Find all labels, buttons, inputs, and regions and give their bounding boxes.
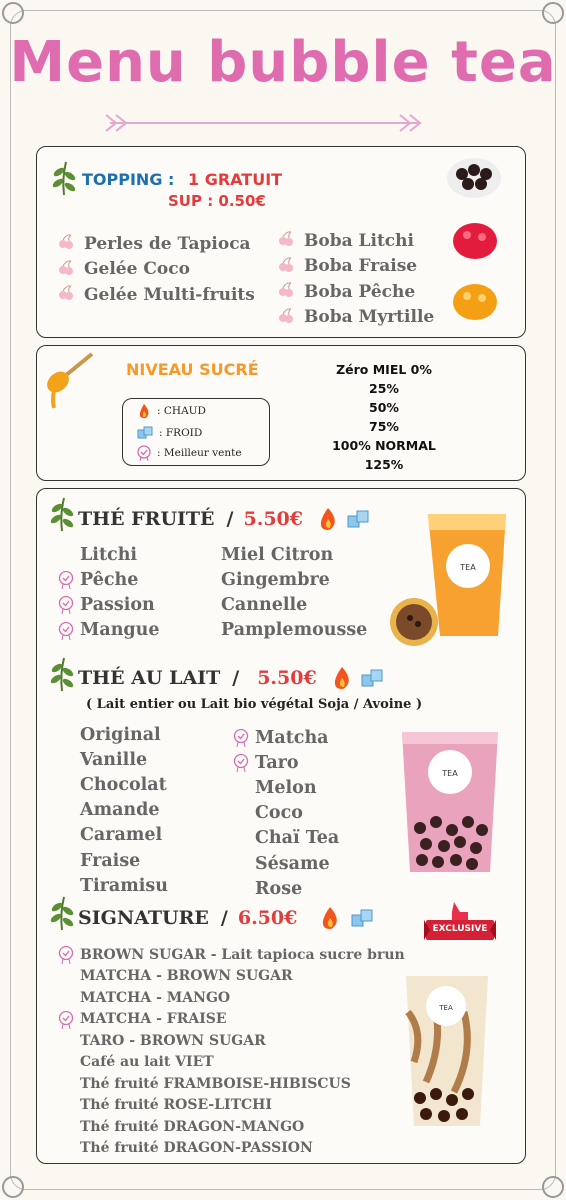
item-label: Sésame (255, 853, 330, 874)
item-label: Mangue (80, 620, 160, 641)
menu-item (80, 848, 168, 873)
cherry-icon (278, 230, 296, 251)
legend-hot (137, 403, 206, 419)
fruit-list-1 (80, 542, 160, 643)
item-label: Vanille (80, 749, 148, 770)
topping-item: Boba Myrtille (304, 307, 435, 328)
menu-item (255, 826, 339, 851)
topping-item: Boba Fraise (304, 256, 418, 277)
list-item (278, 228, 434, 254)
brown-sugar-cup-image (404, 972, 490, 1130)
svg-text:TEA: TEA (442, 769, 458, 778)
topping-item: Gelée Multi-fruits (84, 284, 255, 305)
menu-item (255, 775, 339, 800)
corner-ornament (2, 1176, 24, 1198)
signature-list (80, 944, 405, 1159)
sugar-level: Zéro MIEL 0% (336, 362, 432, 377)
medal-icon (58, 596, 74, 614)
item-label: Amande (80, 800, 160, 821)
item-label: Thé fruité FRAMBOISE-HIBISCUS (80, 1075, 351, 1092)
item-label: Caramel (80, 825, 163, 846)
legend-label: : CHAUD (157, 405, 206, 417)
medal-icon (137, 445, 151, 461)
menu-title: Menu bubble tea (9, 30, 557, 95)
milk-tea-cup-image (398, 726, 502, 876)
item-label: Litchi (80, 544, 138, 565)
tapioca-bowl-icon (446, 156, 502, 202)
corner-ornament (542, 1176, 564, 1198)
sugar-level: 25% (369, 381, 399, 396)
cherry-icon (58, 259, 76, 280)
item-label: Pamplemousse (221, 620, 368, 641)
ice-icon (351, 907, 375, 929)
list-item (278, 254, 434, 280)
item-label: Miel Citron (221, 544, 334, 565)
flame-icon (317, 507, 339, 531)
item-label: Thé fruité ROSE-LITCHI (80, 1097, 272, 1114)
item-label: Thé fruité DRAGON-PASSION (80, 1140, 313, 1157)
section-title: SIGNATURE (78, 907, 209, 929)
topping-item: Boba Pêche (304, 281, 416, 302)
svg-text:TEA: TEA (439, 1004, 453, 1012)
section-signature-title (78, 906, 375, 930)
menu-item (221, 592, 367, 617)
cherry-icon (278, 281, 296, 302)
cherry-icon (58, 284, 76, 305)
section-title: THÉ FRUITÉ (78, 508, 215, 530)
leaf-icon (50, 656, 74, 692)
legend-cold (137, 425, 202, 441)
medal-icon (58, 946, 74, 964)
fruit-list-2 (221, 542, 367, 643)
separator: / (232, 667, 240, 689)
topping-list-left (58, 231, 255, 308)
sugar-levels (320, 360, 448, 474)
sugar-level: 125% (364, 457, 404, 472)
menu-item (80, 1052, 405, 1074)
legend-best (137, 445, 242, 461)
item-label: MATCHA - MANGO (80, 989, 231, 1006)
legend-box (122, 398, 270, 466)
menu-item (80, 1095, 405, 1117)
menu-item (80, 1073, 405, 1095)
item-label: TARO - BROWN SUGAR (80, 1032, 266, 1049)
item-label: Taro (255, 752, 299, 773)
sugar-level: 100% NORMAL (332, 438, 436, 453)
menu-item (80, 798, 168, 823)
cherry-icon (58, 233, 76, 254)
topping-item: Perles de Tapioca (84, 233, 251, 254)
section-title: THÉ AU LAIT (78, 667, 221, 689)
medal-icon (58, 1011, 74, 1029)
exclusive-badge (424, 898, 496, 944)
cherry-icon (278, 256, 296, 277)
menu-item (80, 966, 405, 988)
item-label: Matcha (255, 727, 329, 748)
topping-item: Gelée Coco (84, 259, 190, 280)
item-label: Gingembre (221, 569, 330, 590)
list-item (278, 305, 434, 331)
item-label: Coco (255, 803, 303, 824)
topping-heading (82, 170, 282, 189)
menu-item (255, 725, 339, 750)
milk-list-1 (80, 722, 168, 898)
menu-item (80, 823, 168, 848)
item-label: MATCHA - BROWN SUGAR (80, 968, 293, 985)
list-item (58, 282, 255, 308)
medal-icon (233, 754, 249, 772)
separator: / (226, 508, 234, 530)
list-item (58, 231, 255, 257)
item-label: Café au lait VIET (80, 1054, 214, 1071)
separator: / (220, 907, 228, 929)
menu-item (221, 618, 367, 643)
menu-item (80, 1030, 405, 1052)
flame-icon (319, 906, 341, 930)
fruit-tea-cup-image (388, 510, 514, 650)
leaf-icon (52, 160, 76, 196)
menu-item (80, 618, 160, 643)
item-label: Tiramisu (80, 875, 168, 896)
topping-label: TOPPING : (82, 170, 175, 189)
item-label: Passion (80, 594, 155, 615)
section-fruit-title (78, 507, 371, 531)
medal-icon (233, 729, 249, 747)
item-label: Fraise (80, 850, 141, 871)
menu-item (80, 772, 168, 797)
medal-icon (58, 622, 74, 640)
menu-item (80, 987, 405, 1009)
leaf-icon (50, 496, 74, 532)
price: 5.50€ (257, 667, 317, 689)
item-label: Melon (255, 777, 317, 798)
item-label: Original (80, 724, 161, 745)
flame-icon (331, 666, 353, 690)
menu-item (255, 801, 339, 826)
menu-item (221, 567, 367, 592)
item-label: Rose (255, 878, 303, 899)
medal-icon (58, 571, 74, 589)
topping-extra-price: SUP : 0.50€ (168, 192, 266, 210)
peach-boba-icon (452, 282, 498, 322)
menu-item (80, 542, 160, 567)
menu-item (80, 722, 168, 747)
topping-free: 1 GRATUIT (188, 170, 283, 189)
list-item (278, 279, 434, 305)
menu-item (80, 1009, 405, 1031)
corner-ornament (2, 2, 24, 24)
sugar-level: 75% (369, 419, 399, 434)
item-label: MATCHA - FRAISE (80, 1011, 227, 1028)
legend-label: : Meilleur vente (157, 447, 242, 459)
item-label: Chocolat (80, 774, 167, 795)
menu-item (255, 750, 339, 775)
leaf-icon (50, 895, 74, 931)
svg-text:TEA: TEA (460, 563, 476, 572)
milk-list-2 (255, 725, 339, 901)
topping-item: Boba Litchi (304, 230, 414, 251)
item-label: Thé fruité DRAGON-MANGO (80, 1118, 305, 1135)
flame-icon (137, 403, 151, 419)
item-label: Pêche (80, 569, 139, 590)
menu-item (80, 873, 168, 898)
ice-icon (347, 508, 371, 530)
badge-label: EXCLUSIVE (432, 924, 488, 934)
ice-icon (137, 425, 153, 441)
menu-item (80, 1138, 405, 1160)
menu-item (80, 747, 168, 772)
section-milk-title (78, 666, 385, 690)
menu-item (80, 592, 160, 617)
item-label: Chaï Tea (255, 828, 340, 849)
menu-item (221, 542, 367, 567)
honey-dipper-icon (40, 350, 96, 410)
arrow-divider-icon (100, 112, 430, 134)
menu-item (255, 851, 339, 876)
list-item (58, 257, 255, 283)
item-label: BROWN SUGAR - Lait tapioca sucre brun (80, 946, 405, 963)
price: 5.50€ (243, 508, 303, 530)
ice-icon (361, 667, 385, 689)
corner-ornament (542, 2, 564, 24)
item-label: Cannelle (221, 594, 308, 615)
cherry-icon (278, 307, 296, 328)
menu-item (80, 944, 405, 966)
thumbs-up-icon (424, 898, 496, 944)
strawberry-boba-icon (452, 221, 498, 261)
menu-item (80, 1116, 405, 1138)
sugar-heading: NIVEAU SUCRÉ (126, 360, 259, 379)
menu-item (80, 567, 160, 592)
sugar-level: 50% (369, 400, 399, 415)
topping-list-right (278, 228, 434, 330)
legend-label: : FROID (159, 427, 203, 439)
sugar-box (36, 345, 526, 481)
milk-subtitle: ( Lait entier ou Lait bio végétal Soja / Avoine ) (86, 697, 423, 712)
price: 6.50€ (237, 907, 298, 929)
menu-item (255, 876, 339, 901)
